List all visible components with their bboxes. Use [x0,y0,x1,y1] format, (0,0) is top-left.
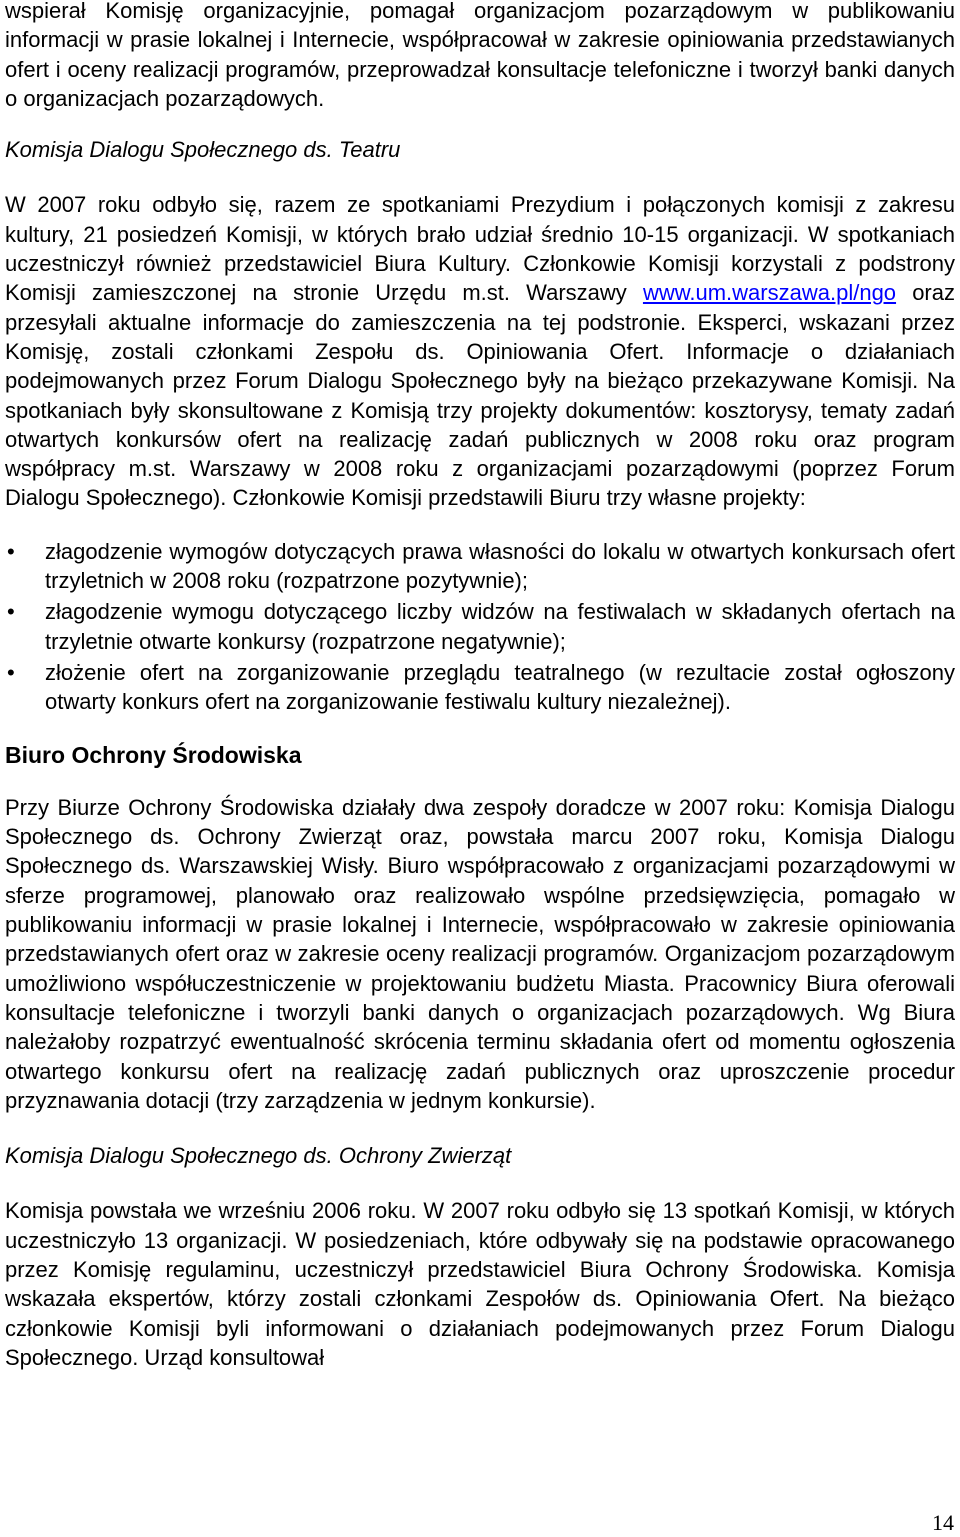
env-paragraph: Przy Biurze Ochrony Środowiska działały dwa zespoły doradcze w 2007 roku: Komisja Dialogu Społecznego ds. Ochrony Zwierząt oraz, powstała marcu 2007 roku, Komisja Dialogu Społecznego ds. Warszawskiej Wisły. Biuro współpracowało z organizacjami pozarządowymi w sferze programowej, planowało oraz realizowało wspólne przedsięwzięcia, pomagało w publikowaniu informacji w prasie lokalnej i Internecie, współpracowało w zakresie opiniowania przedstawianych ofert oraz w zakresie oceny realizacji programów. Organizacjom pozarządowym umożliwiono współuczestniczenie w projektowaniu budżetu Miasta. Pracownicy Biura oferowali konsultacje telefoniczne i tworzyli banki danych o organizacjach pozarządowych. Wg Biura należałoby rozpatrzyć ewentualność skrócenia terminu składania ofert od momentu ogłoszenia otwartego konkursu ofert na realizację zadań publicznych oraz uproszczenie procedur przyznawania dotacji (trzy zarządzenia w jednym konkursie). [5,794,955,1113]
theatre-paragraph-part2: oraz przesyłali aktualne informacje do zamieszczenia na tej podstronie. Eksperci, wskazani przez Komisję, zostali członkami Zespołu ds. Opiniowania Ofert. Informacje o działaniach podejmowanych przez Forum Dialogu Społecznego były na bieżąco przekazywane Komisji. Na spotkaniach były skonsultowane z Komisją trzy projekty dokumentów: kosztorysy, tematy zadań otwartych konkursów ofert na realizację zadań publicznych w 2008 roku oraz program współpracy m.st. Warszawy w 2008 roku z organizacjami pozarządowymi (poprzez Forum Dialogu Społecznego). Członkowie Komisji przedstawili Biuru trzy własne projekty: [5,280,955,511]
theatre-paragraph [5,190,955,512]
list-item-text: złożenie ofert na zorganizowanie przeglądu teatralnego (w rezultacie został ogłoszony otwarty konkurs ofert na zorganizowanie festiwalu kultury niezależnej). [45,659,955,715]
list-item [5,537,955,596]
bullet-icon: • [7,538,15,564]
ngo-website-link[interactable]: www.um.warszawa.pl/ngo [642,280,897,306]
list-item [5,597,955,656]
theatre-projects-list [5,537,955,717]
list-item [5,658,955,717]
intro-paragraph: wspierał Komisję organizacyjnie, pomagał organizacjom pozarządowym w publikowaniu informacji w prasie lokalnej i Internecie, współpracował w zakresie opiniowania przedstawianych ofert i oceny realizacji programów, przeprowadzał konsultacje telefoniczne i tworzył banki danych o organizacjach pozarządowych. [5,0,955,111]
bullet-icon: • [7,659,15,685]
theatre-heading: Komisja Dialogu Społecznego ds. Teatru [5,137,401,163]
list-item-text: złagodzenie wymogu dotyczącego liczby widzów na festiwalach w składanych ofertach na trzyletnie otwarte konkursy (rozpatrzone negatywnie); [45,599,955,654]
page-number: 14 [932,1510,954,1535]
env-heading: Biuro Ochrony Środowiska [5,741,302,768]
document-page [5,0,955,1372]
animals-paragraph: Komisja powstała we wrześniu 2006 roku. W 2007 roku odbyło się 13 spotkań Komisji, w których uczestniczyło 13 organizacji. W posiedzeniach, które odbywały się na podstawie opracowanego przez Komisję regulaminu, uczestniczył przedstawiciel Biura Ochrony Środowiska. Komisja wskazała ekspertów, którzy zostali członkami Zespołów ds. Opiniowania Ofert. Na bieżąco członkowie Komisji byli informowani o działaniach podejmowanych przez Forum Dialogu Społecznego. Urząd konsultował [5,1198,955,1370]
theatre-paragraph-part1: W 2007 roku odbyło się, razem ze spotkaniami Prezydium i połączonych komisji z zakresu kultury, 21 posiedzeń Komisji, w których brało udział średnio 10-15 organizacji. W spotkaniach uczestniczył również przedstawiciel Biura Kultury. Członkowie Komisji korzystali z podstrony Komisji zamieszczonej na stronie Urzędu m.st. Warszawy [5,192,955,306]
list-item-text: złagodzenie wymogów dotyczących prawa własności do lokalu w otwartych konkursach ofert trzyletnich w 2008 roku (rozpatrzone pozytywnie); [45,538,955,594]
animals-heading: Komisja Dialogu Społecznego ds. Ochrony Zwierząt [5,1143,512,1169]
bullet-icon: • [7,599,15,625]
